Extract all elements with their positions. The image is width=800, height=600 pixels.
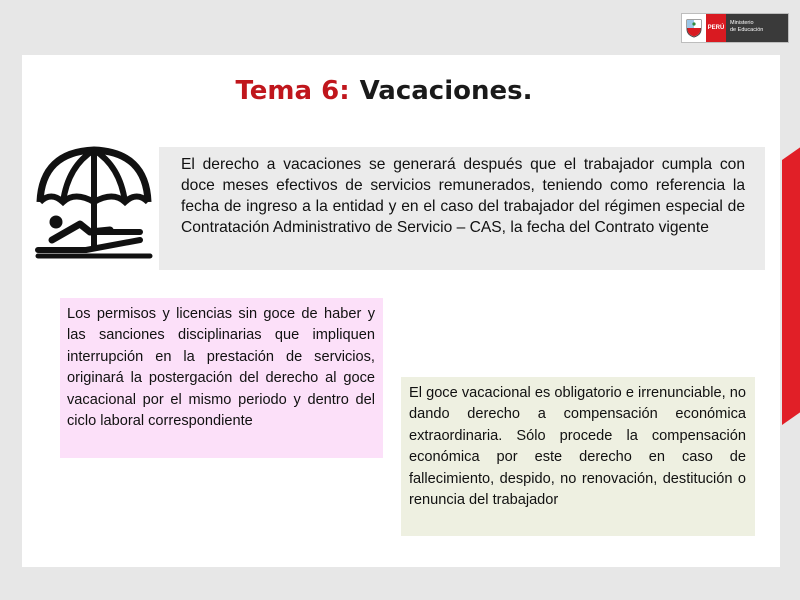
ministry-label-line2: de Educación xyxy=(730,27,764,33)
ministry-label xyxy=(726,14,788,42)
mandatory-vacation-text-box xyxy=(401,377,755,536)
vacation-right-text-box xyxy=(159,147,765,270)
leave-postponement-text-box xyxy=(60,298,383,458)
red-side-accent xyxy=(782,139,800,425)
mandatory-vacation-text: El goce vacacional es obligatorio e irrenunciable, no dando derecho a compensación económica extraordinaria. Sólo procede la compensación económica por este derecho en caso de fallecimiento, despido, no renovación, destitución o renuncia del trabajador xyxy=(409,385,746,509)
country-label: PERÚ xyxy=(706,14,726,42)
ministry-label-line1: Ministerio xyxy=(730,20,754,26)
title-topic-name: Vacaciones. xyxy=(359,76,533,106)
peru-coat-of-arms-icon xyxy=(682,14,706,42)
title-topic-number: Tema 6: xyxy=(235,76,350,106)
header-bar xyxy=(0,0,800,52)
vacation-right-text: El derecho a vacaciones se generará después que el trabajador cumpla con doce meses efectivos de servicios remunerados, teniendo como referencia la fecha de ingreso a la entidad y en el caso del trabajador del régimen especial de Contratación Administrativo de Servicio – CAS, la fecha del Contrato vigente xyxy=(181,156,745,236)
leave-postponement-text: Los permisos y licencias sin goce de haber y las sanciones disciplinarias que impliquen interrupción en la prestación de servicios, originará la postergación del derecho al goce vacacional por el mismo periodo y dentro del ciclo laboral correspondiente xyxy=(67,306,375,430)
ministry-logo xyxy=(681,13,789,43)
beach-umbrella-icon xyxy=(32,144,156,264)
slide-title xyxy=(0,76,784,106)
